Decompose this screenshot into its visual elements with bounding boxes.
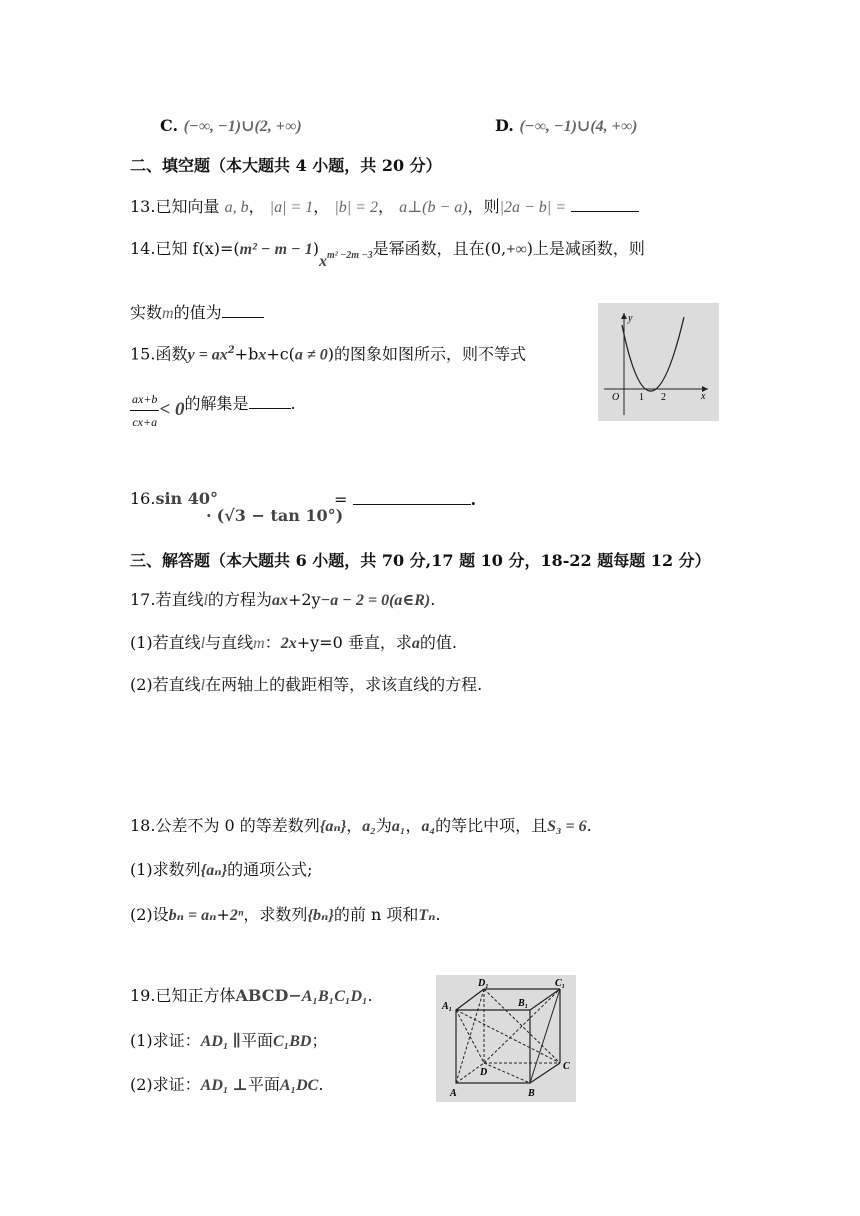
option-d-expr: (−∞, −1)∪(4, +∞) (519, 118, 638, 135)
q15-fraction (130, 388, 159, 433)
q17-text1: 若直线 (155, 590, 204, 609)
q13 (130, 196, 639, 219)
cube-figure (436, 975, 576, 1102)
q16-paren: (√3 − tan 10°) (216, 506, 344, 525)
option-d (495, 115, 638, 138)
q14-num: 14. (130, 239, 156, 258)
q19 (130, 985, 373, 1008)
graph-tick-1: 1 (639, 392, 644, 403)
q15-frac-num: ax+b (130, 388, 159, 411)
q16-answer-blank[interactable] (353, 504, 471, 505)
q17-text3: +2y (287, 590, 321, 609)
q19-p2-c: . (318, 1075, 324, 1094)
q15-x: x (258, 346, 267, 364)
q14-line2-b: 的值为 (173, 303, 222, 322)
q17-e2: −a − 2 = 0(a∈R) (320, 592, 431, 609)
q17-p1-m: m (253, 635, 265, 652)
q15-text2: +b (234, 344, 259, 364)
option-c (160, 115, 302, 138)
q18-part1 (130, 859, 313, 882)
q18-p2-bn: bₙ = aₙ (168, 907, 217, 924)
q18-p2-c: ，求数列 (243, 905, 308, 924)
q13-cond3: a⊥(b − a) (399, 199, 468, 216)
q14-pow-base: x (318, 253, 327, 270)
option-c-expr: (−∞, −1)∪(2, +∞) (183, 118, 302, 135)
q19-p1-a: (1)求证： (130, 1031, 201, 1050)
cube-label-c1: C₁ (555, 978, 566, 989)
q17-p1-e: 的值. (419, 633, 457, 652)
q19-part2 (130, 1074, 323, 1097)
q15-text4: )的图象如图所示，则不等式 (327, 344, 526, 364)
q19-dash: − (288, 986, 302, 1005)
option-d-label: D. (495, 116, 514, 135)
q14-line2 (130, 302, 264, 325)
q17-e1: ax (271, 592, 288, 609)
q18-p2-e: . (435, 905, 441, 924)
cube-label-a1: A₁ (442, 1001, 453, 1012)
q18-end: . (586, 816, 592, 835)
q16-num: 16. (130, 489, 156, 508)
cube-label-b1: B₁ (518, 998, 529, 1009)
q13-text2: ， (248, 197, 265, 216)
q18-p2-pow: 2ⁿ (229, 907, 244, 924)
q19-rest: A₁B₁C₁D₁ (301, 988, 368, 1005)
q14-answer-blank[interactable] (222, 317, 264, 318)
q17-p1-avar: a (411, 635, 420, 652)
q13-ask: |2a − b| = (499, 199, 566, 216)
q15-num: 15. (130, 344, 156, 364)
q13-text1: 已知向量 (155, 197, 220, 216)
q17-text2: 的方程为 (207, 590, 272, 609)
cube-label-d1: D₁ (478, 978, 489, 989)
q18-p2-seq: {bₙ} (307, 907, 334, 924)
q18-p1-seq: {aₙ} (200, 862, 228, 879)
q18-a1: a₁ (391, 818, 406, 835)
q18-text5: 的等比中项，且 (435, 816, 548, 835)
q15-cond: a ≠ 0 (294, 346, 328, 364)
q17-p1-b: 与直线 (205, 633, 254, 652)
graph-y-label: y (628, 313, 633, 324)
q16 (130, 488, 218, 510)
q13-text5: ，则 (467, 197, 500, 216)
q14-var: m (162, 305, 174, 322)
q16-dot: · (206, 506, 212, 525)
q19-p2-b: 平面 (247, 1075, 280, 1094)
q19-p2-plane: A₁DC (279, 1077, 319, 1094)
q15-text5: 的解集是 (184, 394, 249, 413)
q18-num: 18. (130, 816, 156, 835)
q16-eq-line (334, 489, 476, 511)
q18-part2 (130, 904, 441, 927)
q14-exponent: m² −2m −3 (326, 250, 373, 261)
q19-p1-ad: AD₁ ∥ (200, 1033, 241, 1050)
q18 (130, 815, 592, 838)
q18-text1: 公差不为 0 的等差数列 (155, 816, 320, 835)
q13-num: 13. (130, 197, 156, 216)
q15-text3: +c( (266, 344, 295, 364)
q18-p1-b: 的通项公式; (227, 860, 313, 879)
q14-text1: 已知 f(x)=( (155, 239, 240, 258)
q19-end: . (367, 986, 373, 1005)
q17-num: 17. (130, 590, 156, 609)
q13-cond2: |b| = 2 (334, 199, 378, 216)
q19-p2-ad: AD₁ ⊥ (200, 1077, 248, 1094)
q15-answer-blank[interactable] (249, 408, 291, 409)
q16-eq: = (334, 490, 348, 509)
q17-p2-l: l (200, 677, 206, 694)
cube-label-c: C (563, 1061, 570, 1072)
q17-p1-l: l (200, 635, 206, 652)
q18-p2-d: 的前 n 项和 (333, 905, 419, 924)
q14-base: m² − m − 1 (239, 241, 313, 258)
q14-line2-a: 实数 (130, 303, 163, 322)
q15-sq: 2 (227, 345, 235, 356)
q18-seq: {aₙ} (319, 818, 347, 835)
q18-p1-a: (1)求数列 (130, 860, 201, 879)
q19-num: 19. (130, 986, 156, 1005)
q13-text3: ， (313, 197, 330, 216)
section3-heading: 三、解答题（本大题共 6 小题，共 70 分,17 题 10 分，18-22 题每题 12 分） (130, 551, 711, 570)
q19-p1-c: ； (311, 1031, 328, 1050)
q15-text1: 函数 (155, 344, 188, 364)
q17-p1-c: ： (264, 633, 281, 652)
graph-tick-2: 2 (661, 392, 666, 403)
q18-text4: ， (405, 816, 422, 835)
q19-part1 (130, 1030, 327, 1053)
q17-p2-b: 在两轴上的截距相等，求该直线的方程. (205, 675, 483, 694)
cube-label-d: D (480, 1067, 488, 1078)
q18-a4: a₄ (421, 818, 436, 835)
graph-origin-label: O (612, 392, 620, 403)
q13-answer-blank[interactable] (571, 211, 639, 212)
q17-part1 (130, 632, 457, 655)
parabola-figure (598, 303, 719, 421)
graph-x-label: x (701, 391, 706, 402)
q19-abcd: ABCD (235, 986, 289, 1005)
q19-p1-plane: C₁BD (272, 1033, 312, 1050)
q19-text1: 已知正方体 (155, 986, 236, 1005)
cube-label-a: A (450, 1088, 457, 1099)
q15-end: . (290, 394, 296, 413)
q18-s3: S₃ = 6 (547, 818, 587, 835)
q18-p2-tn: Tₙ (418, 907, 436, 924)
q15-frac-den: cx+a (132, 415, 158, 429)
q16-paren-line (206, 505, 343, 527)
q17-p1-eq: 2x (280, 635, 297, 652)
q16-sin: sin 40° (155, 489, 219, 508)
section2-heading: 二、填空题（本大题共 4 小题，共 20 分） (130, 156, 442, 175)
q17-part2 (130, 674, 482, 697)
q15 (130, 340, 526, 366)
q13-cond1: |a| = 1 (269, 199, 314, 216)
q17 (130, 589, 435, 612)
q13-text4: ， (377, 197, 394, 216)
q14-text2: ) (312, 239, 319, 258)
q13-vectors: a, b (224, 199, 249, 216)
option-c-label: C. (160, 116, 179, 135)
q17-end: . (430, 590, 436, 609)
q15-y: y = ax (187, 346, 228, 364)
cube-label-b: B (528, 1088, 535, 1099)
q18-text2: ， (346, 816, 363, 835)
q18-text3: 为 (375, 816, 392, 835)
q18-p2-a: (2)设 (130, 905, 169, 924)
q14-inf: +∞ (506, 241, 527, 258)
q14 (130, 238, 645, 270)
q14-text4: )上是减函数，则 (526, 239, 645, 258)
q14-text3: 是幂函数，且在(0, (372, 239, 507, 258)
q19-p2-a: (2)求证： (130, 1075, 201, 1094)
q17-p1-a: (1)若直线 (130, 633, 201, 652)
q17-p2-a: (2)若直线 (130, 675, 201, 694)
q17-p1-d: +y=0 垂直，求 (296, 633, 412, 652)
q18-p2-b: + (216, 905, 230, 924)
q18-a2: a₂ (362, 818, 376, 835)
q15-lt0: < 0 (159, 399, 185, 420)
q16-end: . (470, 490, 477, 509)
q19-p1-b: 平面 (240, 1031, 273, 1050)
q15-line2 (130, 388, 296, 433)
q17-l: l (203, 592, 208, 609)
